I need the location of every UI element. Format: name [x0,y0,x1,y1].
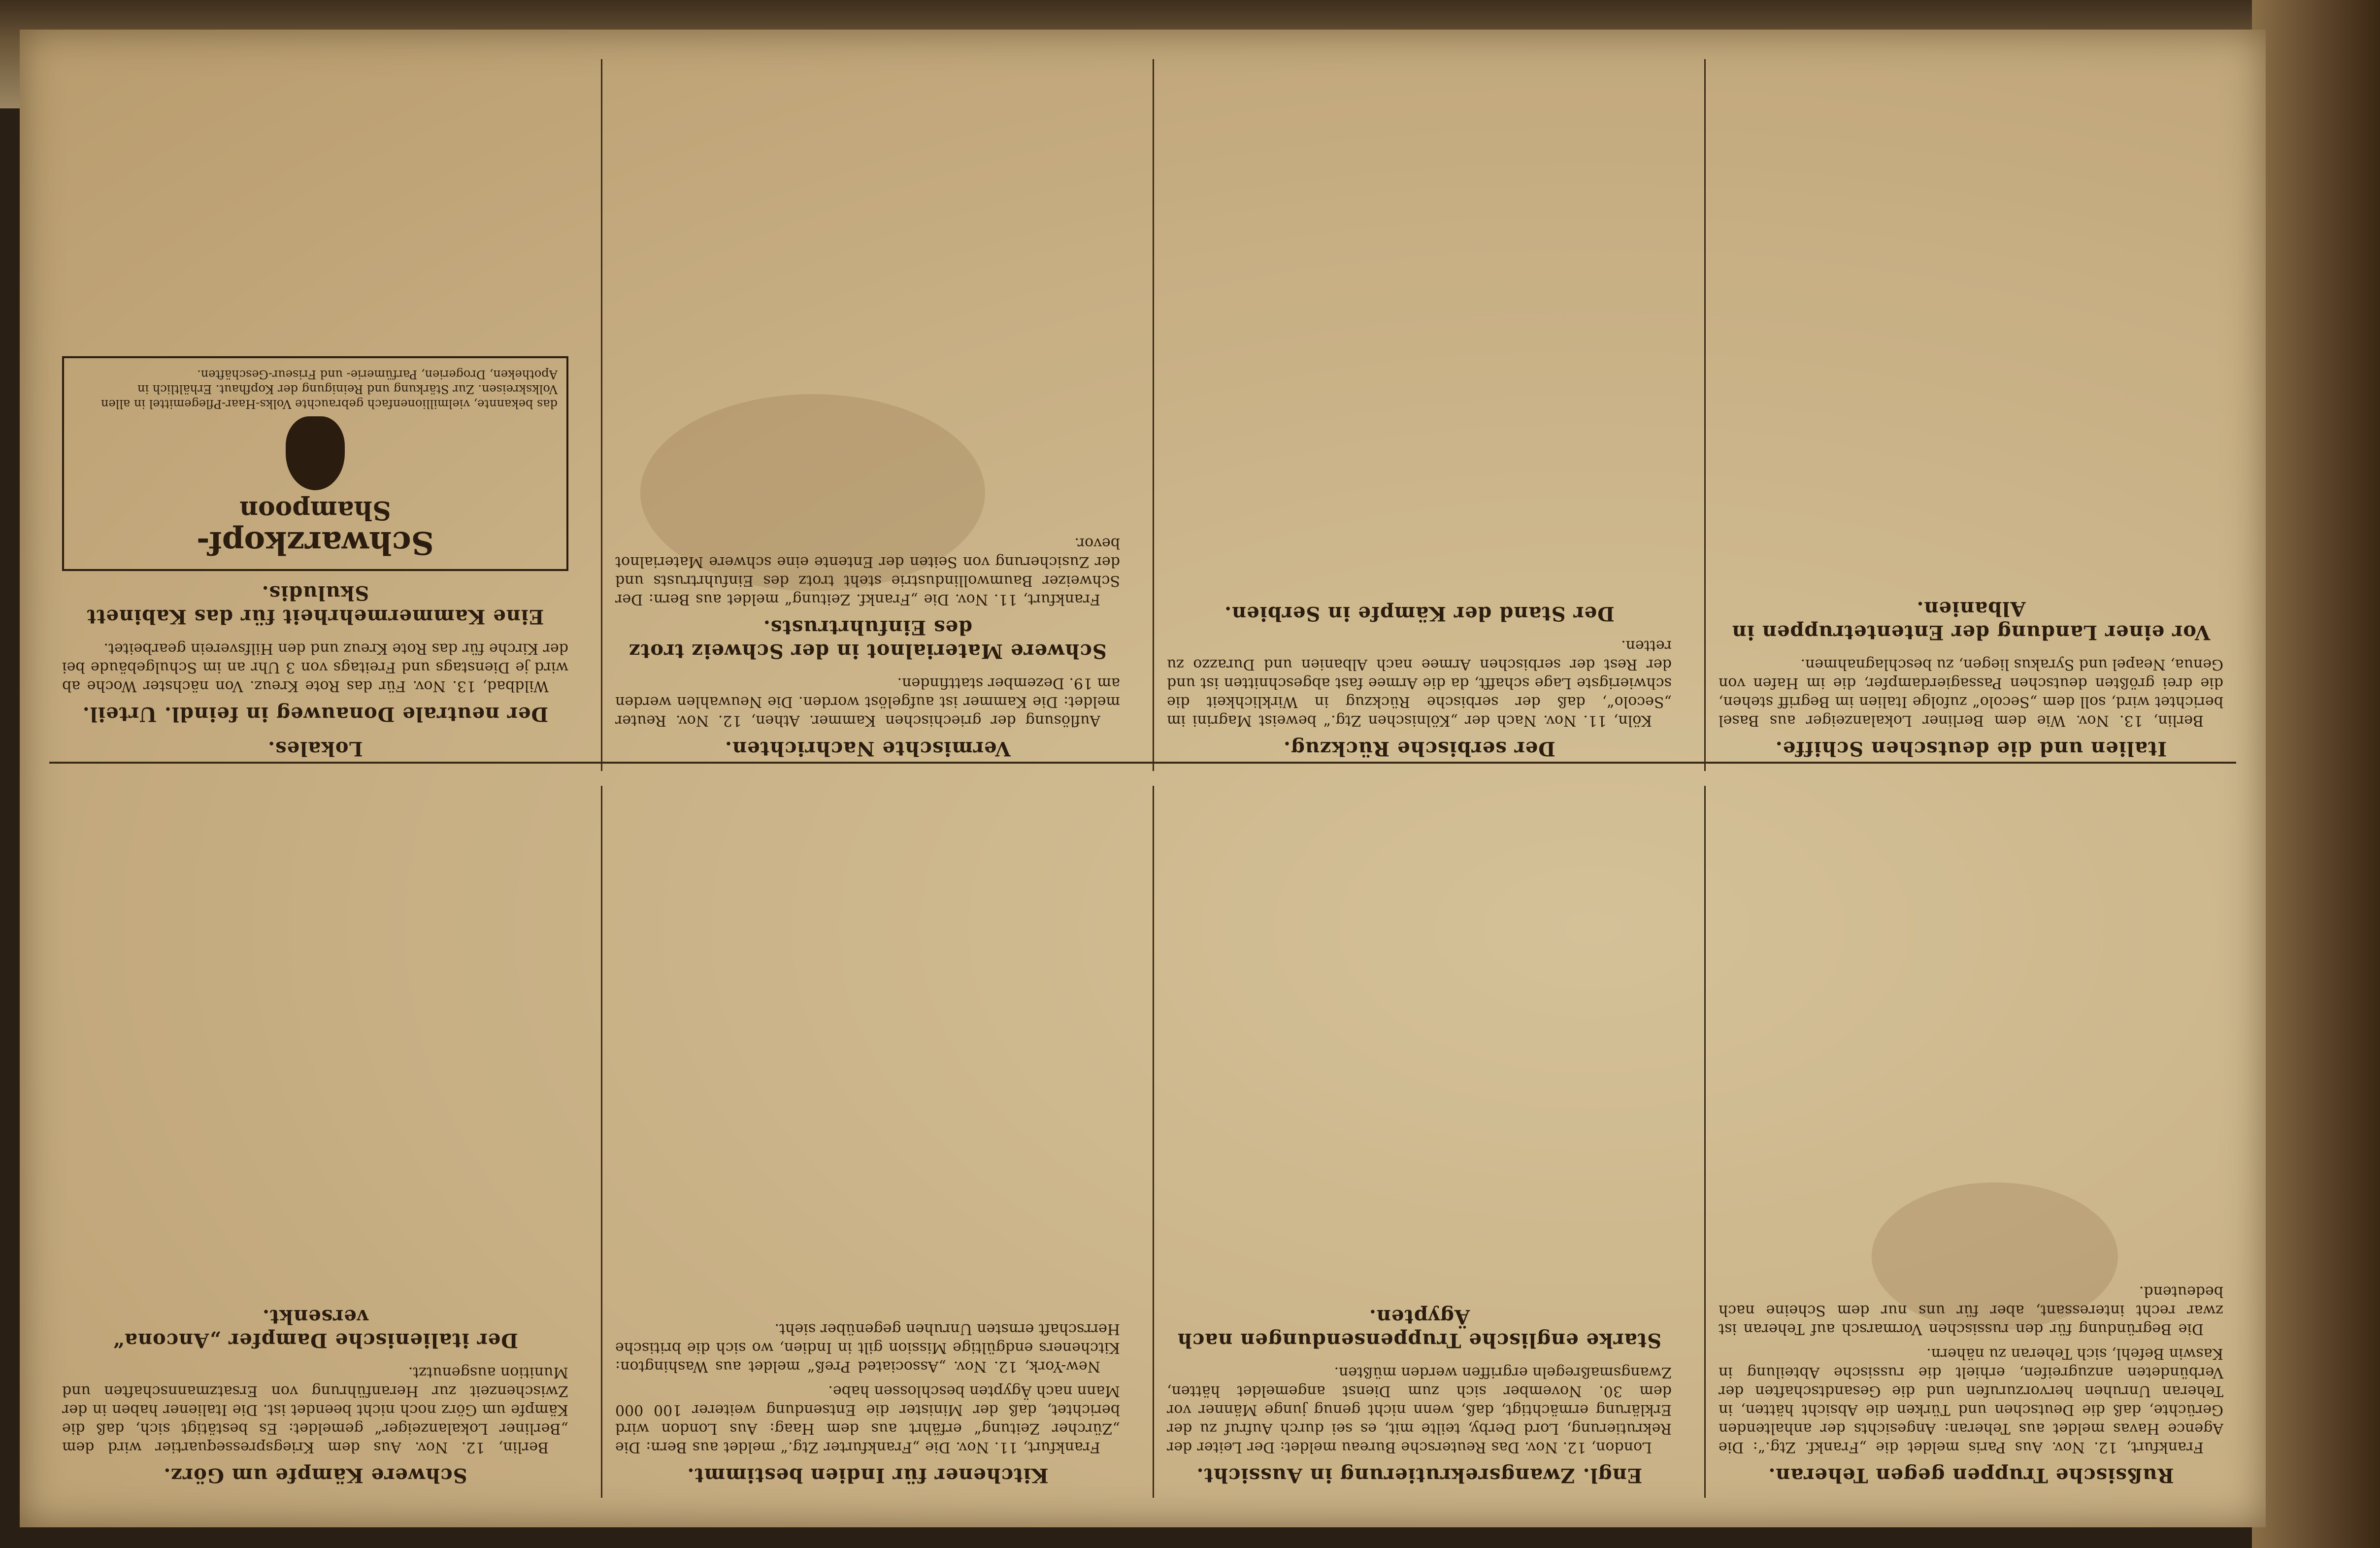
ad-text: das bekannte, vielmillionenfach gebrauchte Volks-Haar-Pflegemittel in allen Volkskreisen. Zur Stärkung und Reinigung der Kopfhaut. Erhältlich in Apotheken, Drogerien, Parfümerie- und Friseur-Geschäften. [100,368,558,411]
article-subheading: Der Stand der Kämpfe in Serbien. [1224,602,1615,625]
article-heading: Italien und die deutschen Schiffe. [1775,737,2167,760]
article-heading: Kitchener für Indien bestimmt. [687,1464,1049,1487]
column-4 [49,786,581,1498]
article-subheading: Vor einer Landung der Ententetruppen in Albanien. [1731,597,2211,644]
column-grid [49,59,2236,1498]
article-heading: Rußsische Truppen gegen Teheran. [1768,1464,2174,1487]
column-3 [601,786,1133,1498]
article-paragraph: Berlin, 13. Nov. Wie dem Berliner Lokalanzeiger aus Basel berichtet wird, soll dem „Secolo“ zufolge Italien im Begriff stehen, die drei größten deutschen Passagierdampfer, die im Hafen von Genua, Neapel und Syrakus liegen, zu beschlagnahmen. [1719,656,2223,729]
article-paragraph: Köln, 11. Nov. Nach der „Kölnischen Ztg.“ beweist Magrini im „Secolo“, daß der serbische Rückzug in Wirklichkeit die schwierigste Lage schafft, da die Armee fast abgeschnitten ist und der Rest der serbischen Armee nach Albanien und Durazzo zu retten. [1167,637,1672,729]
article-paragraph: Wildbad, 13. Nov. Für das Rote Kreuz. Von nächster Woche ab wird je Dienstags und Freitags von 3 Uhr an im Schulgebäude bei der Kirche für das Rote Kreuz und den Hilfsverein gearbeitet. [62,640,568,695]
article-paragraph: Frankfurt, 12. Nov. Aus Paris meldet die „Frankf. Ztg.“: Die Agence Havas meldet aus Teheran: Angesichts der anhaltenden Gerüchte, daß die Deutschen und Türken die Absicht hätten, in Teheran Unruhen hervorzurufen und die Gesandtschaften der Verbündeten anzugreifen, erhielt die russische Abteilung in Kaswin Befehl, sich Teheran zu nähern. [1719,1345,2223,1456]
article-paragraph: New-York, 12. Nov. „Associated Preß“ meldet aus Washington: Kitcheners endgültige Mission gilt in Indien, wo sich die britische Herrschaft ernsten Unruhen gegenüber sieht. [615,1320,1120,1375]
article-subheading: Starke englische Truppensendungen nach Ägypten. [1177,1305,1662,1352]
article-paragraph: Frankfurt, 11. Nov. Die „Frankf. Zeitung“ meldet aus Bern: Der Schweizer Baumwollindustrie steht trotz des Einfuhrtrusts und der Zusicherung von Seiten der Entente eine schwere Materialnot bevor. [615,535,1120,608]
article-heading: Engl. Zwangsrekrutierung in Aussicht. [1196,1464,1643,1487]
article-heading: Der serbische Rückzug. [1283,737,1555,760]
column-2 [1153,786,1685,1498]
article-paragraph: London, 12. Nov. Das Reutersche Bureau meldet: Der Leiter der Rekrutierung, Lord Derby, teilte mit, es sei durch Aufruf zu der Erklärung ermächtigt, daß, wenn nicht genug junge Männer vor dem 30. November sich zum Dienst angemeldet hätten, Zwangsmaßregeln ergriffen werden müßten. [1167,1364,1672,1456]
article-subheading: Schwere Materialnot in der Schweiz trotz des Einfuhrtrusts. [628,616,1107,663]
newspaper-page [20,30,2266,1527]
article-paragraph: Auflösung der griechischen Kammer. Athen, 12. Nov. Reuter meldet: Die Kammer ist aufgelöst worden. Die Neuwahlen werden am 19. Dezember stattfinden. [615,674,1120,729]
column-8 [49,59,581,771]
article-heading: Vermischte Nachrichten. [725,737,1011,760]
article-paragraph: Frankfurt, 11. Nov. Die „Frankfurter Ztg.“ meldet aus Bern: Die „Zürcher Zeitung“ erfährt aus dem Haag: Aus London wird berichtet, daß der Minister die Entsendung weiterer 100 000 Mann nach Ägypten beschlossen habe. [615,1382,1120,1456]
ad-product: Shampoon [239,495,391,525]
article-subheading: Der italienische Dampfer „Ancona“ versenkt. [112,1305,518,1352]
article-paragraph: Die Begründung für den russischen Vormarsch auf Teheran ist zwar recht interessant, aber für uns nur dem Scheine nach bedeutend. [1719,1283,2223,1338]
column-6 [1153,59,1685,771]
article-paragraph: Berlin, 12. Nov. Aus dem Kriegspressequartier wird dem „Berliner Lokalanzeiger“ gemeldet: Es bestätigt sich, daß die Kämpfe um Görz noch nicht beendet ist. Die Italiener haben in der Zwischenzeit zur Heranführung von Ersatzmannschaften und Munition ausgenutzt. [62,1364,568,1456]
column-5 [1704,59,2236,771]
ad-title: Schwarzkopf- [197,524,434,561]
article-subheading: Eine Kammermehrheit für das Kabinett Skuludis. [86,581,544,628]
column-1 [1704,786,2236,1498]
article-heading: Schwere Kämpfe um Görz. [163,1464,467,1487]
book-binding-edge [2252,0,2380,1548]
article-heading: Lokales. [267,737,363,760]
article-subheading: Der neutrale Donauweg in feindl. Urteil. [82,703,549,726]
head-silhouette-icon [286,416,345,490]
advertisement [62,356,568,571]
column-7 [601,59,1133,771]
